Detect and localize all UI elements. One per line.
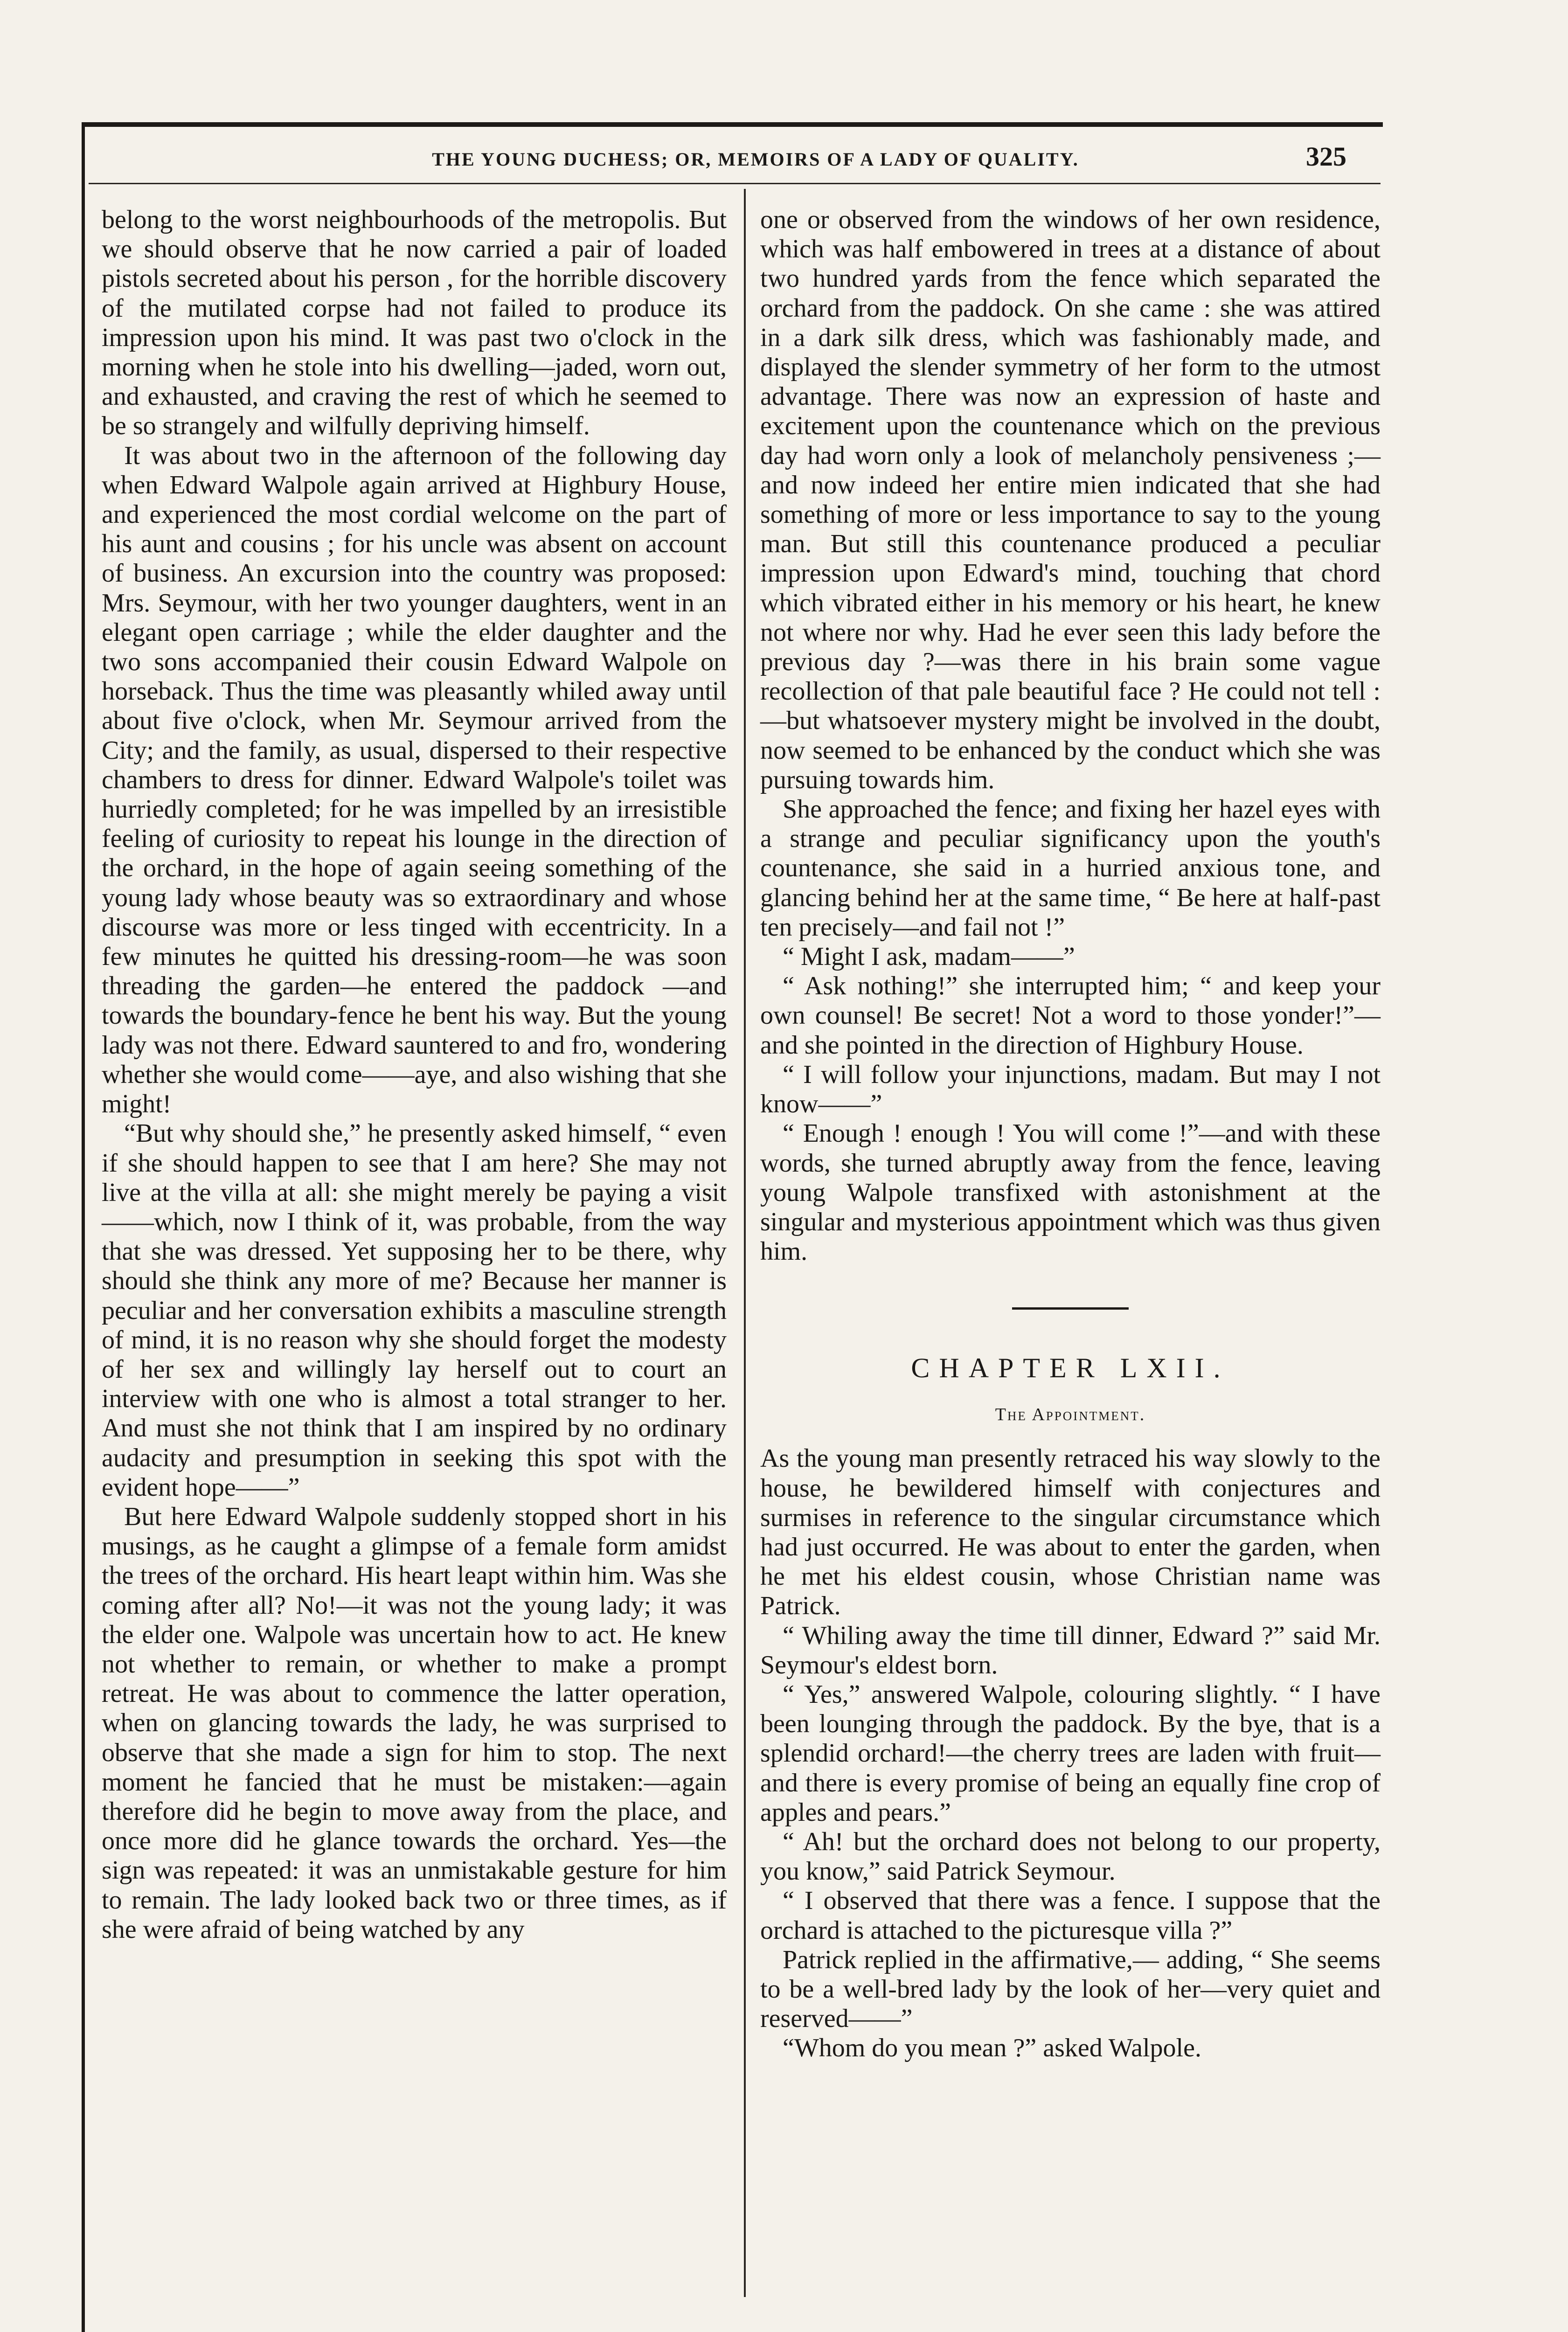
paragraph: As the young man presently retraced his way slowly to the house, he bewildered himself with conjectures and surmises in reference to the singular circumstance which had just occurred. He was about to enter the garden, when he met his eldest cousin, whose Christian name was Patrick. xyxy=(760,1444,1381,1621)
paragraph: belong to the worst neighbourhoods of the metropolis. But we should observe that he now carried a pair of loaded pistols secreted about his person , for the horrible discovery of the mutilated corpse had not failed to produce its impression upon his mind. It was past two o'clock in the morning when he stole into his dwelling—jaded, worn out, and exhausted, and craving the rest of which he seemed to be so strangely and wilfully depriving himself. xyxy=(102,205,727,441)
paragraph: “ I observed that there was a fence. I suppose that the orchard is attached to the picturesque villa ?” xyxy=(760,1886,1381,1945)
paragraph: “ Whiling away the time till dinner, Edward ?” said Mr. Seymour's eldest born. xyxy=(760,1621,1381,1680)
paragraph: Patrick replied in the affirmative,— adding, “ She seems to be a well-bred lady by the look of her—very quiet and reserved——” xyxy=(760,1945,1381,2034)
top-border-rule xyxy=(82,122,1383,127)
paragraph: “But why should she,” he presently asked himself, “ even if she should happen to see that I am here? She may not live at the villa at all: she might merely be paying a visit——which, now I think of it, was probable, from the way that she was dressed. Yet supposing her to be there, why should she think any more of me? Because her manner is peculiar and her conversation exhibits a masculine strength of mind, it is no reason why she should forget the modesty of her sex and willingly lay herself out to court an interview with one who is almost a total stranger to her. And must she not think that I am inspired by no ordinary audacity and presumption in seeking this spot with the evident hope——” xyxy=(102,1119,727,1502)
page-number: 325 xyxy=(1306,141,1346,172)
right-column xyxy=(760,205,1381,2063)
paragraph: “ Might I ask, madam——” xyxy=(783,942,1075,972)
paragraph: “Whom do you mean ?” asked Walpole. xyxy=(783,2034,1201,2063)
running-header: THE YOUNG DUCHESS; OR, MEMOIRS OF A LADY OF QUALITY. xyxy=(432,149,1079,170)
header-rule xyxy=(89,183,1381,184)
left-column xyxy=(102,205,727,1944)
left-border-rule xyxy=(82,122,85,2332)
column-divider xyxy=(744,189,746,2297)
paragraph: “ Yes,” answered Walpole, colouring slightly. “ I have been lounging through the paddock. By the bye, that is a splendid orchard!—the cherry trees are laden with fruit—and there is every promise of being an equally fine crop of apples and pears.” xyxy=(760,1680,1381,1827)
paragraph: She approached the fence; and fixing her hazel eyes with a strange and peculiar significancy upon the youth's countenance, she said in a hurried anxious tone, and glancing behind her at the same time, “ Be here at half-past ten precisely—and fail not !” xyxy=(760,795,1381,942)
paragraph: “ Ah! but the orchard does not belong to our property, you know,” said Patrick Seymour. xyxy=(760,1827,1381,1886)
paragraph: “ Ask nothing!” she interrupted him; “ and keep your own counsel! Be secret! Not a word to those yonder!”—and she pointed in the direction of Highbury House. xyxy=(760,972,1381,1060)
paragraph: “ I will follow your injunctions, madam. But may I not know——” xyxy=(760,1060,1381,1119)
chapter-heading: CHAPTER LXII. xyxy=(911,1353,1230,1384)
paragraph: But here Edward Walpole suddenly stopped short in his musings, as he caught a glimpse of a female form amidst the trees of the orchard. His heart leapt within him. Was she coming after all? No!—it was not the young lady; it was the elder one. Walpole was uncertain how to act. He knew not whether to remain, or whether to make a prompt retreat. He was about to commence the latter operation, when on glancing towards the lady, he was surprised to observe that she made a sign for him to stop. The next moment he fancied that he must be mistaken:—again therefore did he begin to move away from the place, and once more did he glance towards the orchard. Yes—the sign was repeated: it was an unmistakable gesture for him to remain. The lady looked back two or three times, as if she were afraid of being watched by any xyxy=(102,1502,727,1944)
paragraph: “ Enough ! enough ! You will come !”—and with these words, she turned abruptly away from the fence, leaving young Walpole transfixed with astonishment at the singular and mysterious appointment which was thus given him. xyxy=(760,1119,1381,1266)
section-divider xyxy=(1012,1307,1129,1310)
paragraph: It was about two in the afternoon of the following day when Edward Walpole again arrived at Highbury House, and experienced the most cordial welcome on the part of his aunt and cousins ; for his uncle was absent on account of business. An excursion into the country was proposed: Mrs. Seymour, with her two younger daughters, went in an elegant open carriage ; while the elder daughter and the two sons accompanied their cousin Edward Walpole on horseback. Thus the time was pleasantly whiled away until about five o'clock, when Mr. Seymour arrived from the City; and the family, as usual, dispersed to their respective chambers to dress for dinner. Edward Walpole's toilet was hurriedly completed; for he was impelled by an irresistible feeling of curiosity to repeat his lounge in the direction of the orchard, in the hope of again seeing something of the young lady whose beauty was so extraordinary and whose discourse was more or less tinged with eccentricity. In a few minutes he quitted his dressing-room—he was soon threading the garden—he entered the paddock —and towards the boundary-fence he bent his way. But the young lady was not there. Edward sauntered to and fro, wondering whether she would come——aye, and also wishing that she might! xyxy=(102,441,727,1119)
chapter-subtitle: The Appointment. xyxy=(995,1405,1146,1425)
paragraph: one or observed from the windows of her own residence, which was half embowered in trees at a distance of about two hundred yards from the fence which separated the orchard from the paddock. On she came : she was attired in a dark silk dress, which was fashionably made, and displayed the slender symmetry of her form to the utmost advantage. There was now an expression of haste and excitement upon the countenance which on the previous day had worn only a look of melancholy pensiveness ;—and now indeed her entire mien indicated that she had something of more or less importance to say to the young man. But still this countenance produced a peculiar impression upon Edward's mind, touching that chord which vibrated either in his memory or his heart, he knew not where nor why. Had he ever seen this lady before the previous day ?—was there in his brain some vague recollection of that pale beautiful face ? He could not tell :—but whatsoever mystery might be involved in the doubt, now seemed to be enhanced by the conduct which she was pursuing towards him. xyxy=(760,205,1381,794)
